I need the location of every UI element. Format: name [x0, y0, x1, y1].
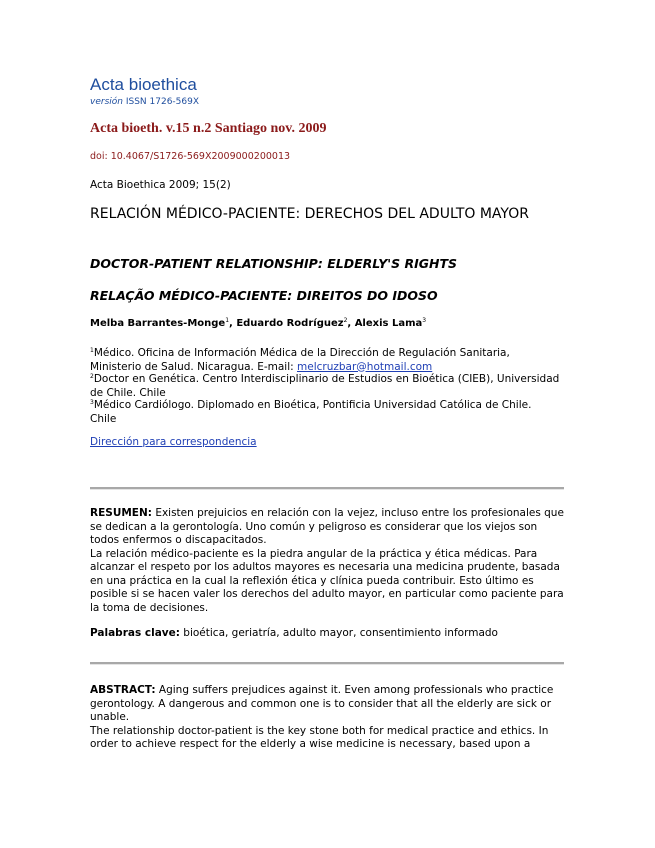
section-divider [90, 487, 564, 490]
author-list: Melba Barrantes-Monge$^1$, Eduardo Rodríguez$^2$, Alexis Lama$^3$ [90, 317, 427, 329]
author-name: Alexis Lama [354, 318, 423, 329]
abstract-label: ABSTRACT: [90, 684, 156, 696]
keywords-text: bioética, geriatría, adulto mayor, consentimiento informado [183, 627, 498, 639]
author-affil-sup: 2 [343, 317, 348, 324]
article-title-es: RELACIÓN MÉDICO-PACIENTE: DERECHOS DEL ADULTO MAYOR [90, 206, 529, 222]
article-title-pt: RELAÇÃO MÉDICO-PACIENTE: DIREITOS DO IDOSO [90, 288, 438, 303]
abstract-paragraph-1: Aging suffers prejudices against it. Even among professionals who practice gerontology. A dangerous and common one is to consider that all the elderly are sick or unable. [90, 684, 554, 723]
author-name: Melba Barrantes-Monge [90, 318, 226, 329]
resumen-paragraph-1: Existen prejuicios en relación con la vejez, incluso entre los profesionales que se dedican a la gerontología. Uno común y peligroso es considerar que los viejos son todos enfermos o discapacitados. [90, 507, 564, 546]
affiliation-1: $^1$Médico. Oficina de Información Médica de la Dirección de Regulación Sanitaria, Ministerio de Salud. Nicaragua. E-mail: melcruzbar@hotmail.com [90, 347, 510, 373]
author-affil-sup: 1 [225, 317, 230, 324]
abstract-paragraph-2: The relationship doctor-patient is the key stone both for medical practice and ethics. In order to achieve respect for the elderly a wise medicine is necessary, based upon a [90, 724, 549, 750]
resumen-paragraph-2: La relación médico-paciente es la piedra angular de la práctica y ética médicas. Para alcanzar el respeto por los adultos mayores es necesaria una medicina prudente, basada en una práctica en la cual la reflexión ética y clínica pueda contribuir. Esto último es posible si se hacen valer los derechos del adulto mayor, en particular como paciente para la toma de decisiones. [90, 547, 564, 614]
issue-citation: Acta bioeth. v.15 n.2 Santiago nov. 2009 [90, 121, 327, 136]
author-name: Eduardo Rodríguez [236, 318, 344, 329]
resumen-label: RESUMEN: [90, 507, 152, 519]
keywords-label: Palabras clave: [90, 627, 180, 639]
journal-title[interactable]: Acta bioethica [90, 75, 197, 94]
correspondence-link[interactable]: Dirección para correspondencia [90, 436, 257, 448]
keywords [90, 627, 498, 639]
affiliation-3: $^3$Médico Cardiólogo. Diplomado en Bioética, Pontificia Universidad Católica de Chile. Chile [90, 399, 532, 425]
version-label: versión [90, 97, 123, 107]
affiliation-2: $^2$Doctor en Genética. Centro Interdisciplinario de Estudios en Bioética (CIEB), Universidad de Chile. Chile [90, 373, 560, 399]
abstract-section [90, 684, 564, 752]
journal-year: Acta Bioethica 2009; 15(2) [90, 179, 231, 191]
issn-line [90, 97, 199, 107]
doi: doi: 10.4067/S1726-569X2009000200013 [90, 151, 291, 162]
author-affil-sup: 3 [422, 317, 427, 324]
email-link[interactable]: melcruzbar@hotmail.com [297, 360, 433, 373]
resumen-section [90, 507, 564, 615]
article-title-en: DOCTOR-PATIENT RELATIONSHIP: ELDERLY'S RIGHTS [90, 256, 458, 271]
issn: ISSN 1726-569X [125, 97, 200, 107]
section-divider [90, 662, 564, 665]
